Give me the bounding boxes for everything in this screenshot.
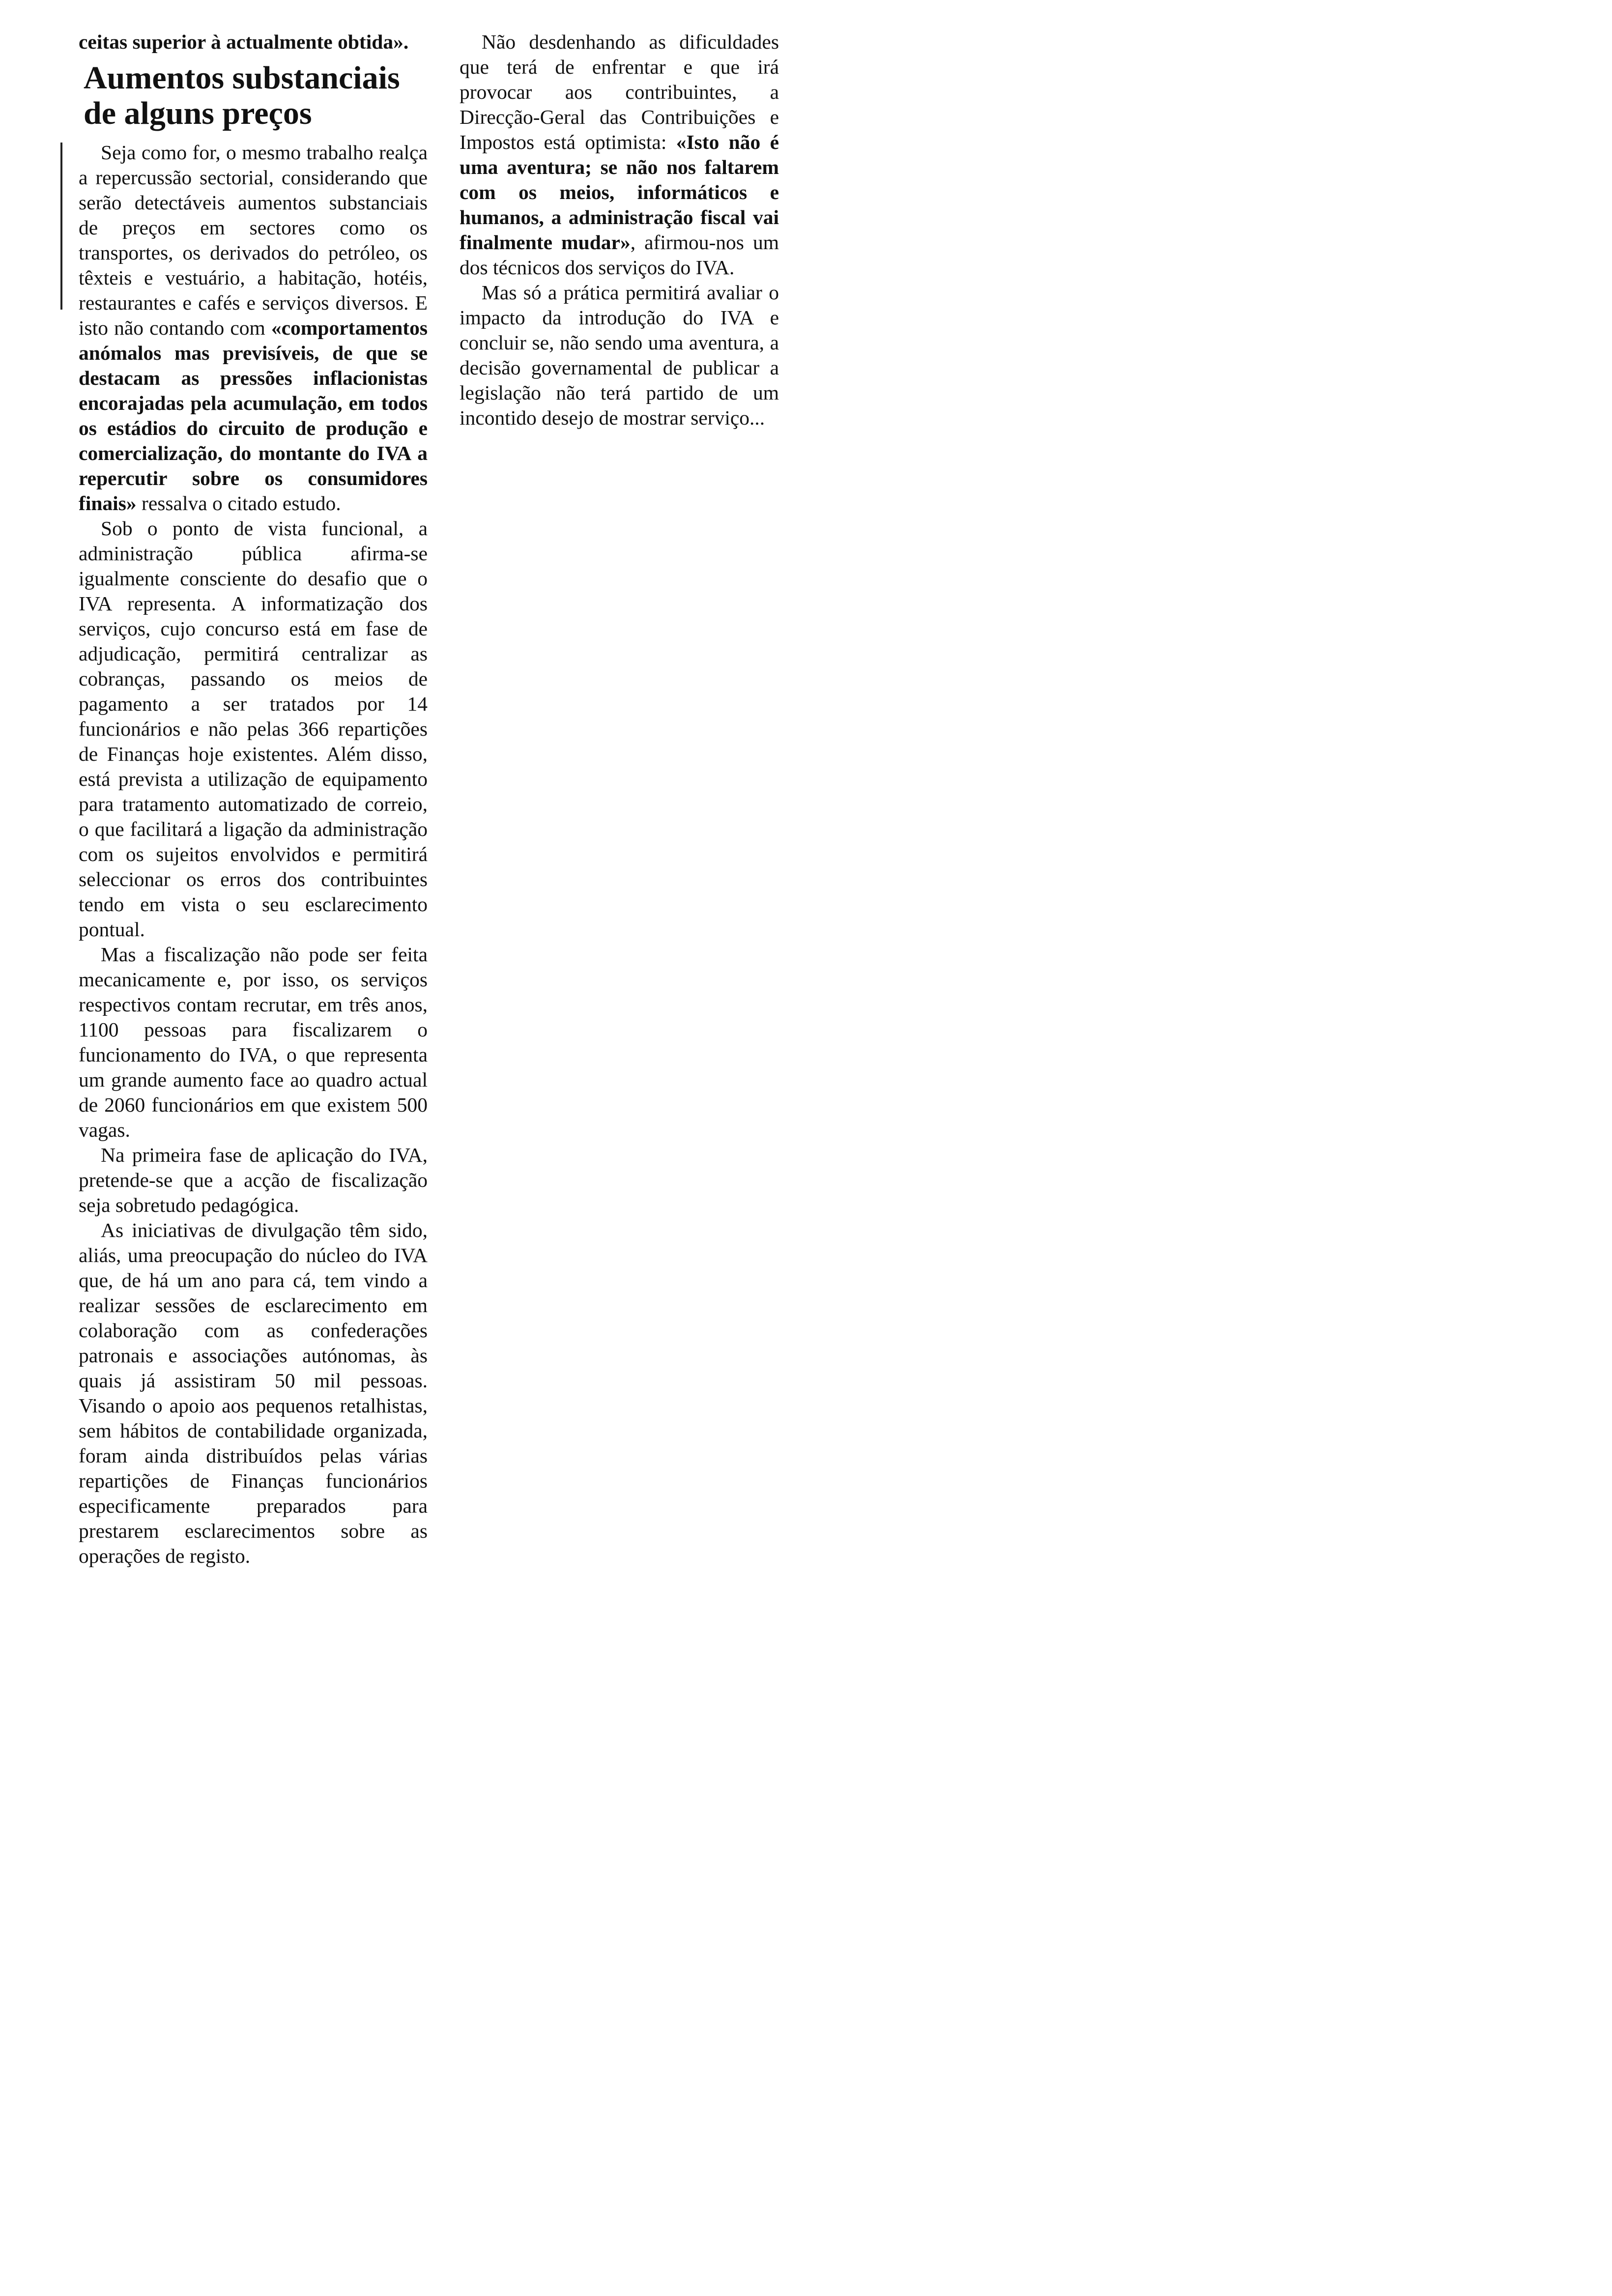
subheading-line-1: Aumentos substanciais [84,60,400,96]
bold-quote: «Isto não é uma aventura; se não nos faltarem com os meios, informáticos e humanos, a administração fiscal vai finalmente mudar» [460,131,779,254]
subheading [84,60,428,131]
paragraph-inspection: Mas a fiscalização não pode ser feita mecanicamente e, por isso, os serviços respectivos contam recrutar, em três anos, 1100 pessoas para fiscalizarem o funcionamento do IVA, o que representa um grande aumento face ao quadro actual de 2060 funcionários em que existem 500 vagas. [79,943,428,1141]
paragraph-outreach: As iniciativas de divulgação têm sido, aliás, uma preocupação do núcleo do IVA que, de há um ano para cá, tem vindo a realizar sessões de esclarecimento em colaboração com as confederações patronais e associações autónomas, às quais já assistiram 50 mil pessoas. Visando o apoio aos pequenos retalhistas, sem hábitos de contabilidade organizada, foram ainda distribuídos pelas várias repartições de Finanças funcionários especificamente preparados para prestarem esclarecimentos sobre as operações de registo. [79,1219,428,1567]
subheading-line-2: de alguns preços [84,95,312,131]
column-margin-rule [60,143,62,310]
lead-fragment: ceitas superior à actualmente obtida». [79,30,409,53]
bold-quote: «comportamentos anómalos mas previsíveis, de que se destacam as pressões inflacionistas encorajadas pela acumulação, em todos os estádios do circuito de produção e comercialização, do montante do IVA a repercutir sobre os consumidores finais» [79,316,428,515]
paragraph-public-administration: Sob o ponto de vista funcional, a administração pública afirma-se igualmente consciente do desafio que o IVA representa. A informatização dos serviços, cujo concurso está em fase de adjudicação, permitirá centralizar as cobranças, passando os meios de pagamento a ser tratados por 14 funcionários e não pelas 366 repartições de Finanças hoje existentes. Além disso, está prevista a utilização de equipamento para tratamento automatizado de correio, o que facilitará a ligação da administração com os sujeitos envolvidos e permitirá seleccionar os erros dos contribuintes tendo em vista o seu esclarecimento pontual. [79,517,428,941]
paragraph-text-tail: , afirmou-nos um dos técnicos dos serviços do IVA. [460,231,779,279]
paragraph-price-increases [79,140,428,516]
right-column [460,29,779,430]
paragraph-first-phase: Na primeira fase de aplicação do IVA, pretende-se que a acção de fiscalização seja sobretudo pedagógica. [79,1144,428,1216]
paragraph-text: Não desdenhando as dificuldades que terá de enfrentar e que irá provocar aos contribuintes, a Direcção-Geral das Contribuições e Impostos está optimista: [460,30,779,153]
paragraph-text: Seja como for, o mesmo trabalho realça a repercussão sectorial, considerando que serão detectáveis aumentos substanciais de preços em sectores como os transportes, os derivados do petróleo, os têxteis e vestuário, a habitação, hotéis, restaurantes e cafés e serviços diversos. E isto não contando com [79,141,428,339]
paragraph-text-tail: ressalva o citado estudo. [136,492,341,515]
paragraph-conclusion: Mas só a prática permitirá avaliar o impacto da introdução do IVA e concluir se, não sendo uma aventura, a decisão governamental de publicar a legislação não terá partido de um incontido desejo de mostrar serviço... [460,281,779,429]
left-column [79,29,428,1569]
paragraph-dgci-optimism [460,29,779,280]
